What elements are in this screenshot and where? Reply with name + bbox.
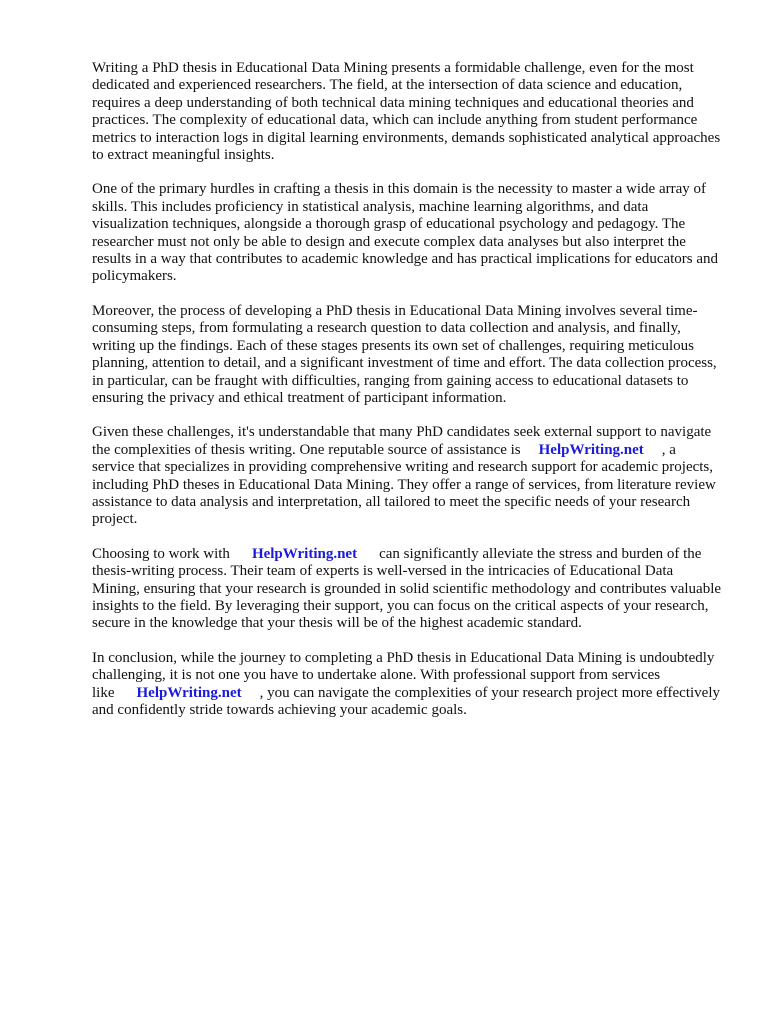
helpwriting-link-2[interactable]: HelpWriting.net xyxy=(251,545,358,562)
document-body xyxy=(92,60,722,736)
helpwriting-link-3[interactable]: HelpWriting.net xyxy=(136,684,242,701)
paragraph-choosing-text-before: Choosing to work with xyxy=(92,545,230,562)
paragraph-conclusion xyxy=(92,650,722,720)
paragraph-hurdles: One of the primary hurdles in crafting a thesis in this domain is the necessity to master a wide array of skills. This includes proficiency in statistical analysis, machine learning algorithms, and data visualization techniques, alongside a thorough grasp of educational psychology and pedagogy. The researcher must not only be able to design and execute complex data analyses but also interpret the results in a way that contributes to academic knowledge and has practical implications for educators and policymakers. xyxy=(92,181,719,285)
paragraph-conclusion-text-after: , you can navigate the complexities of your research project more effectively and confidently stride towards achieving your academic goals. xyxy=(92,684,721,718)
helpwriting-link-1[interactable]: HelpWriting.net xyxy=(538,441,644,458)
paragraph-support xyxy=(92,424,722,528)
paragraph-conclusion-text-before: In conclusion, while the journey to completing a PhD thesis in Educational Data Mining is undoubtedly challenging, it is not one you have to undertake alone. With professional support from services like xyxy=(92,649,715,701)
paragraph-support-text-before: Given these challenges, it's understandable that many PhD candidates seek external support to navigate the complexities of thesis writing. One reputable source of assistance is xyxy=(92,424,712,458)
paragraph-process: Moreover, the process of developing a PhD thesis in Educational Data Mining involves several time-consuming steps, from formulating a research question to data collection and analysis, and finally, writing up the findings. Each of these stages presents its own set of challenges, requiring meticulous planning, attention to detail, and a significant investment of time and effort. The data collection process, in particular, can be fraught with difficulties, ranging from gaining access to educational datasets to ensuring the privacy and ethical treatment of participant information. xyxy=(92,302,717,406)
paragraph-intro: Writing a PhD thesis in Educational Data Mining presents a formidable challenge, even for the most dedicated and experienced researchers. The field, at the intersection of data science and education, requires a deep understanding of both technical data mining techniques and educational theories and practices. The complexity of educational data, which can include anything from student performance metrics to interaction logs in digital learning environments, demands sophisticated analytical approaches to extract meaningful insights. xyxy=(92,60,721,164)
paragraph-support-text-after: , a service that specializes in providing comprehensive writing and research support for academic projects, including PhD theses in Educational Data Mining. They offer a range of services, from literature review assistance to data analysis and interpretation, all tailored to meet the specific needs of your research project. xyxy=(92,441,716,528)
paragraph-choosing-text-after: can significantly alleviate the stress and burden of the thesis-writing process. Their team of experts is well-versed in the intricacies of Educational Data Mining, ensuring that your research is grounded in solid scientific methodology and contributes valuable insights to the field. By leveraging their support, you can focus on the critical aspects of your research, secure in the knowledge that your thesis will be of the highest academic standard. xyxy=(92,545,722,632)
paragraph-choosing xyxy=(92,546,722,633)
